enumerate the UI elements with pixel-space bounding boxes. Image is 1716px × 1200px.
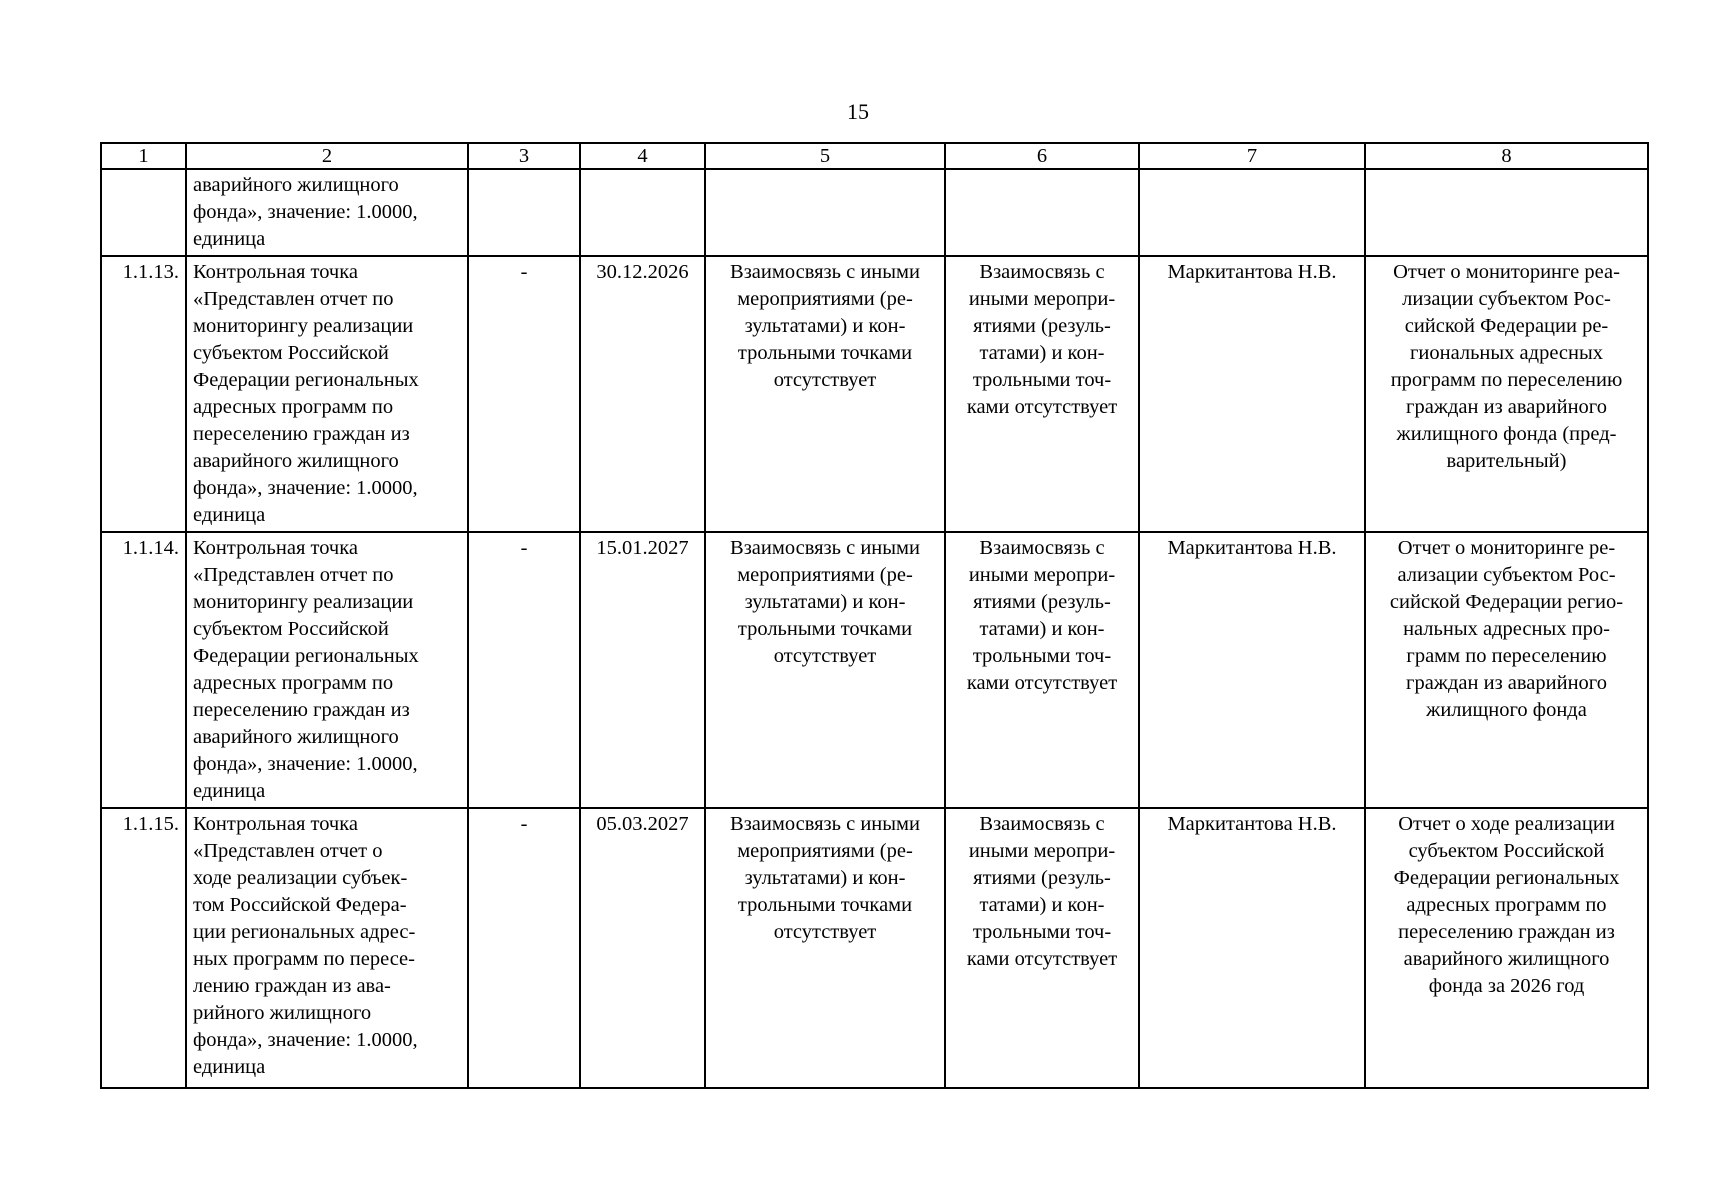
column-3-cell: - [468, 256, 580, 532]
date-cell: 30.12.2026 [580, 256, 705, 532]
table-row [101, 808, 1648, 1088]
responsible-cell: Маркитантова Н.В. [1139, 532, 1365, 808]
table-row [101, 532, 1648, 808]
page-number: 15 [847, 99, 869, 124]
header-cell-2: 2 [186, 143, 468, 169]
column-3-cell [468, 169, 580, 256]
document-cell [1365, 169, 1648, 256]
relation-cell: Взаимосвязь с иными мероприятиями (ре- зультатами) и кон- трольными точками отсутствует [705, 532, 945, 808]
document-cell: Отчет о мониторинге реа- лизации субъектом Рос- сийской Федерации ре- гиональных адресных программ по переселению граждан из аварийного жилищного фонда (пред- варительный) [1365, 256, 1648, 532]
responsible-cell: Маркитантова Н.В. [1139, 808, 1365, 1088]
row-number-cell [101, 169, 186, 256]
relation-cell: Взаимосвязь с иными мероприятиями (ре- зультатами) и кон- трольными точками отсутствует [705, 256, 945, 532]
row-number-cell: 1.1.13. [101, 256, 186, 532]
description-cell: Контрольная точка «Представлен отчет о ходе реализации субъек- том Российской Федера- ции региональных адрес- ных программ по пересе- лению граждан из ава- рийного жилищного фонда», значение: 1.0000, единица [186, 808, 468, 1088]
relation-cell: Взаимосвязь с иными мероприятиями (ре- зультатами) и кон- трольными точками отсутствует [705, 808, 945, 1088]
description-cell: Контрольная точка «Представлен отчет по мониторингу реализации субъектом Российской Федерации региональных адресных программ по переселению граждан из аварийного жилищного фонда», значение: 1.0000, единица [186, 532, 468, 808]
column-3-cell: - [468, 532, 580, 808]
header-cell-1: 1 [101, 143, 186, 169]
header-cell-3: 3 [468, 143, 580, 169]
column-3-cell: - [468, 808, 580, 1088]
date-cell: 05.03.2027 [580, 808, 705, 1088]
responsible-cell [1139, 169, 1365, 256]
control-points-table [100, 142, 1649, 1089]
relation-cell-2: Взаимосвязь с иными меропри- ятиями (резуль- татами) и кон- трольными точ- ками отсутствует [945, 256, 1139, 532]
header-cell-5: 5 [705, 143, 945, 169]
header-cell-7: 7 [1139, 143, 1365, 169]
relation-cell [705, 169, 945, 256]
header-cell-6: 6 [945, 143, 1139, 169]
table-row [101, 256, 1648, 532]
description-cell: аварийного жилищного фонда», значение: 1.0000, единица [186, 169, 468, 256]
row-number-cell: 1.1.14. [101, 532, 186, 808]
header-cell-8: 8 [1365, 143, 1648, 169]
document-cell: Отчет о мониторинге ре- ализации субъектом Рос- сийской Федерации регио- нальных адресных про- грамм по переселению граждан из аварийного жилищного фонда [1365, 532, 1648, 808]
document-cell: Отчет о ходе реализации субъектом Российской Федерации региональных адресных программ по переселению граждан из аварийного жилищного фонда за 2026 год [1365, 808, 1648, 1088]
header-row [101, 143, 1648, 169]
table-row-continuation [101, 169, 1648, 256]
date-cell: 15.01.2027 [580, 532, 705, 808]
responsible-cell: Маркитантова Н.В. [1139, 256, 1365, 532]
relation-cell-2 [945, 169, 1139, 256]
description-cell: Контрольная точка «Представлен отчет по мониторингу реализации субъектом Российской Федерации региональных адресных программ по переселению граждан из аварийного жилищного фонда», значение: 1.0000, единица [186, 256, 468, 532]
relation-cell-2: Взаимосвязь с иными меропри- ятиями (резуль- татами) и кон- трольными точ- ками отсутствует [945, 532, 1139, 808]
header-cell-4: 4 [580, 143, 705, 169]
row-number-cell: 1.1.15. [101, 808, 186, 1088]
date-cell [580, 169, 705, 256]
relation-cell-2: Взаимосвязь с иными меропри- ятиями (резуль- татами) и кон- трольными точ- ками отсутствует [945, 808, 1139, 1088]
